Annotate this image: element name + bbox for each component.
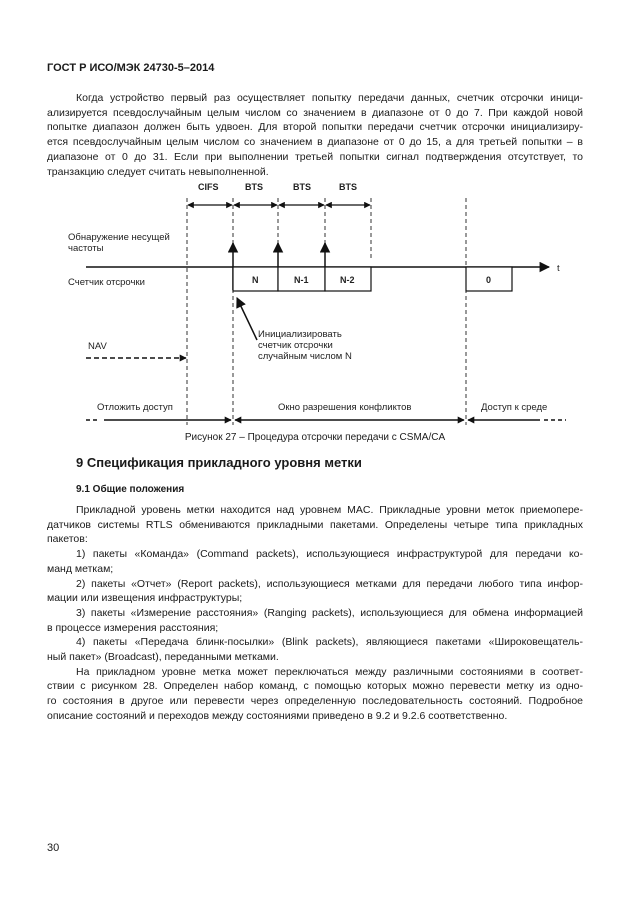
text-line: пакетов: [47, 533, 88, 546]
bts-label-1: BTS [245, 182, 263, 192]
page-number: 30 [47, 842, 60, 854]
text-line: ется псевдослучайным целым числом со значением в диапазоне от 0 до 15, а для третьей попытки – в [47, 136, 583, 149]
defer-access-label: Отложить доступ [97, 402, 173, 413]
text-line: в процессе измерения расстояния; [47, 621, 219, 634]
init-arrow [237, 298, 257, 340]
list-item: 1) пакеты «Команда» (Command packets), использующиеся инфраструктурой для передачи ко- [76, 548, 583, 561]
box-n1: N-1 [294, 275, 309, 285]
figure-caption: Рисунок 27 – Процедура отсрочки передачи с CSMA/CA [184, 432, 446, 443]
text-line: описание состояний и переходов между состояниями приведено в 9.2 и 9.2.6 соответственно. [47, 709, 508, 722]
box-n2: N-2 [340, 275, 355, 285]
subsection-title: 9.1 Общие положения [76, 484, 185, 495]
list-item: 2) пакеты «Отчет» (Report packets), использующиеся метками для передачи любого типа инфор- [76, 577, 583, 590]
init-label-3: случайным числом N [258, 351, 352, 362]
intro-paragraph [47, 91, 583, 179]
box-n: N [252, 275, 259, 285]
section-title: 9 Спецификация прикладного уровня метки [76, 455, 362, 470]
text-line: диапазоне от 0 до 31. Если при выполнении третьей попытки сигнал подтверждения отсутствует, то [47, 150, 583, 163]
backoff-counter-label: Счетчик отсрочки [68, 277, 145, 288]
text-line: датчиков системы RTLS обмениваются прикладными пакетами. Определены четыре типа прикладных [47, 518, 583, 531]
text-line: попытке диапазон должен быть удвоен. Для второй попытки передачи счетчик отсрочки инициализиру- [47, 121, 583, 134]
text-line: манд меткам; [47, 562, 114, 575]
text-line: ализируется псевдослучайным целым числом со значением в диапазоне от 0 до 7. При каждой новой [47, 106, 583, 119]
init-label-1: Инициализировать [258, 329, 342, 340]
text-line: транзакцию следует считать невыполненной. [47, 165, 269, 178]
carrier-label-2: частоты [68, 243, 104, 254]
text-line: На прикладном уровне метка может переключаться между различными состояниями в соответ- [76, 665, 583, 678]
csma-backoff-diagram [0, 170, 630, 430]
bts-label-3: BTS [339, 182, 357, 192]
document-header: ГОСТ Р ИСО/МЭК 24730-5–2014 [47, 62, 215, 74]
time-axis-label: t [557, 263, 560, 274]
text-line: Когда устройство первый раз осуществляет попытку передачи данных, счетчик отсрочки иници- [76, 92, 583, 104]
text-line: Прикладной уровень метки находится над уровнем MAC. Прикладные уровни меток приемопере- [76, 504, 583, 516]
paragraph-1 [47, 503, 583, 724]
bts-label-2: BTS [293, 182, 311, 192]
text-line: мации или извещения инфраструктуры; [47, 592, 243, 605]
guide-lines [187, 198, 466, 425]
list-item: 4) пакеты «Передача блинк-посылки» (Blink packets), являющиеся пакетами «Широковещатель- [76, 636, 583, 649]
medium-access-label: Доступ к среде [481, 402, 548, 413]
text-line: ствии с рисунком 28. Определен набор команд, с помощью которых можно перевести метку из одно- [47, 680, 583, 693]
box-zero: 0 [486, 275, 492, 285]
init-label-2: счетчик отсрочки [258, 340, 333, 351]
carrier-label: Обнаружение несущей [68, 232, 170, 243]
text-line: го состояния в другое или перевести через определенную последовательность состояний. Подробное [47, 695, 583, 708]
contention-window-label: Окно разрешения конфликтов [278, 402, 412, 413]
nav-label: NAV [88, 341, 107, 352]
list-item: 3) пакеты «Измерение расстояния» (Ranging packets), использующиеся для обмена информацией [76, 606, 583, 619]
cifs-label: CIFS [198, 182, 219, 192]
text-line: ный пакет» (Broadcast), переданными метками. [47, 651, 279, 664]
counter-boxes [233, 267, 512, 291]
